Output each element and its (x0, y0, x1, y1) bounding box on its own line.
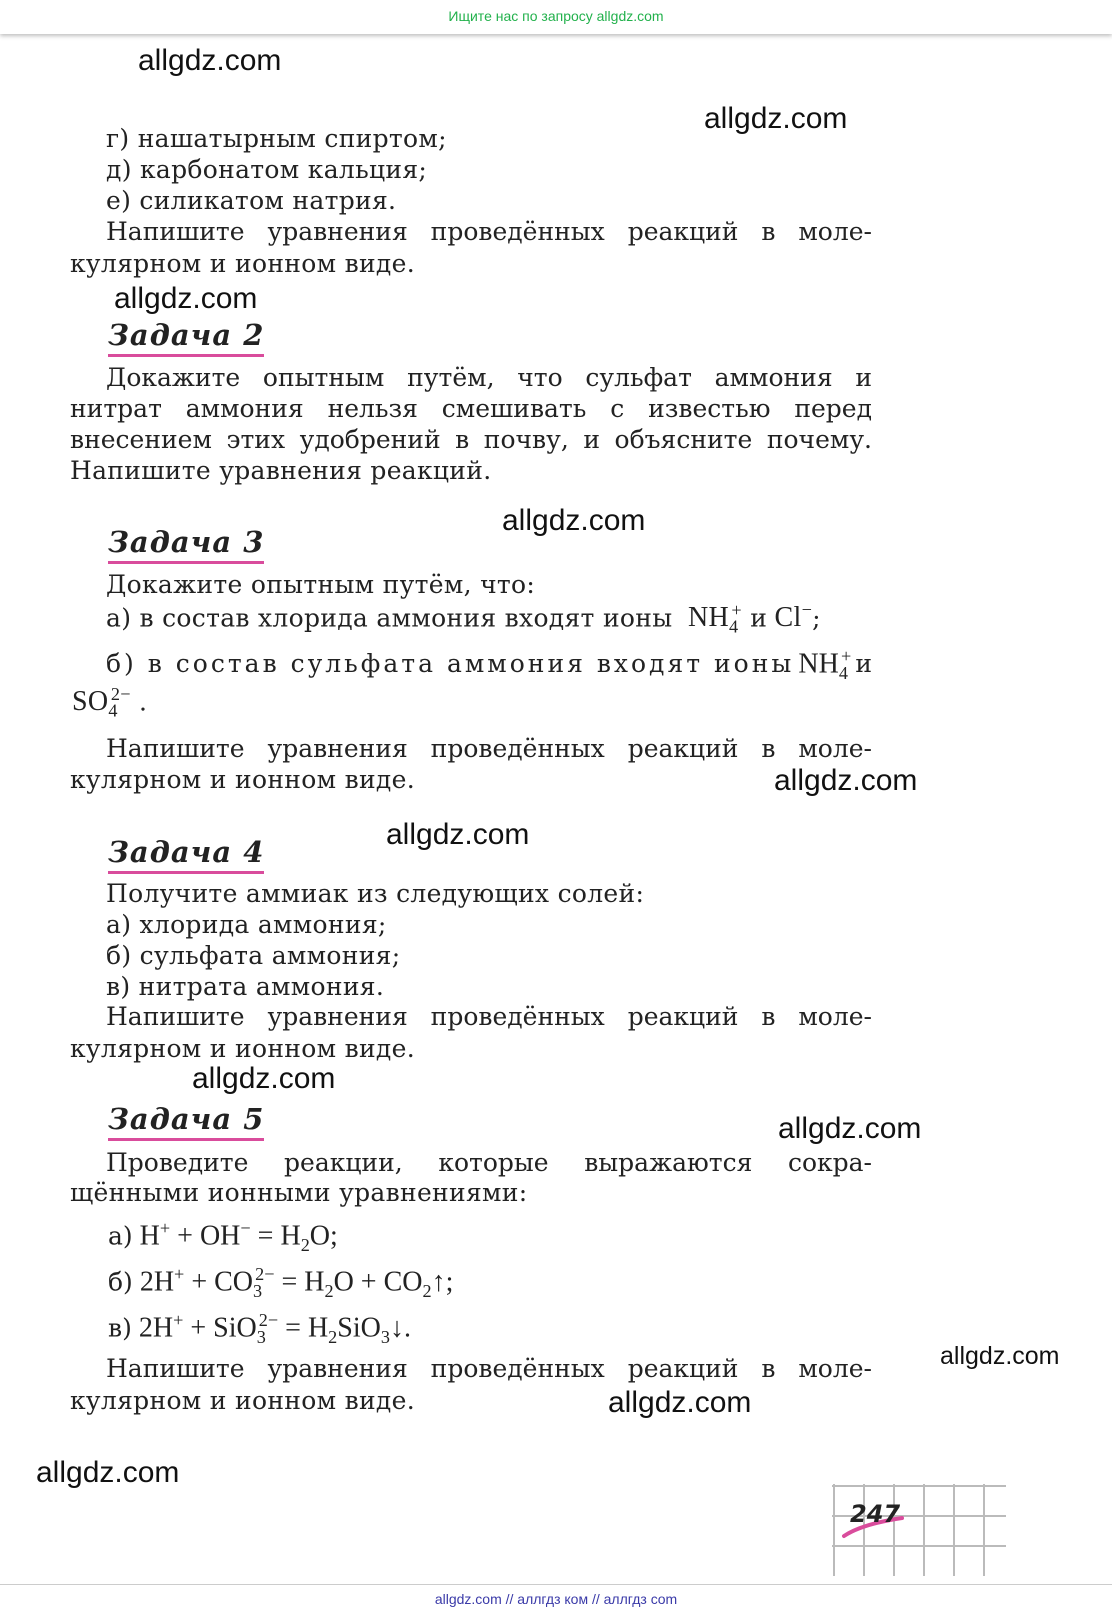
watermark: allgdz.com (36, 1456, 180, 1489)
list-item: в) нитрата аммония. (106, 972, 385, 1001)
task-heading: Задача 5 (108, 1102, 264, 1141)
watermark: allgdz.com (114, 282, 258, 315)
top-banner-text[interactable]: Ищите нас по запросу allgdz.com (448, 8, 664, 24)
paragraph-line: Напишите уравнения реакций. (70, 456, 492, 485)
chloride-ion: Cl− (767, 600, 813, 634)
top-banner (0, 0, 1112, 34)
instruction-text: кулярном и ионном виде. (70, 765, 415, 794)
instruction-text: Напишите уравнения проведённых реакций в моле- (106, 217, 872, 246)
paragraph-line: Докажите опытным путём, что: (106, 570, 536, 599)
instruction-text: Напишите уравнения проведённых реакций в моле- (106, 1002, 872, 1031)
page-number-grid (832, 1484, 1006, 1576)
list-item (106, 646, 872, 684)
equation-a: а) $H^+ + OH^- = H_2O$; (108, 1218, 338, 1255)
instruction-text: кулярном и ионном виде. (70, 249, 415, 278)
watermark: allgdz.com (192, 1062, 336, 1095)
list-item: а) в состав хлорида аммония входят ионы $NH_4^+$ и Cl−; (106, 600, 821, 637)
list-item: б) сульфата аммония; (106, 941, 401, 970)
instruction-text: кулярном и ионном виде. (70, 1386, 415, 1415)
sulfate-ion: $SO_4^{2-}$ . (72, 684, 148, 721)
list-item: д) карбонатом кальция; (106, 155, 428, 184)
list-item: а) хлорида аммония; (106, 910, 387, 939)
paragraph-line: внесением этих удобрений в почву, и объясните почему. (70, 425, 872, 454)
watermark: allgdz.com (138, 44, 282, 77)
task-heading: Задача 4 (108, 835, 264, 874)
task-heading: Задача 2 (108, 318, 264, 357)
list-item-text: б) в состав сульфата аммония входят ионы (106, 649, 795, 679)
paragraph-line: щёнными ионными уравнениями: (70, 1178, 528, 1207)
task-heading: Задача 3 (108, 525, 264, 564)
paragraph-line: нитрат аммония нельзя смешивать с известью перед (70, 394, 872, 423)
paragraph-line: Докажите опытным путём, что сульфат аммония и (106, 363, 872, 392)
paragraph-line: Получите аммиак из следующих солей: (106, 879, 645, 908)
instruction-text: Напишите уравнения проведённых реакций в моле- (106, 1354, 872, 1383)
instruction-text: Напишите уравнения проведённых реакций в моле- (106, 734, 872, 763)
equation-c: в) $2H^+ + SiO_3^{2-} = H_2SiO_3↓$. (108, 1310, 411, 1347)
watermark: allgdz.com (778, 1112, 922, 1145)
grid-icon (832, 1484, 1006, 1576)
conjunction: и (750, 603, 768, 633)
ammonium-ion: $NH_4^+$ (798, 646, 852, 683)
bottom-banner-text[interactable]: allgdz.com // аллгдз ком // аллгдз com (434, 1591, 678, 1607)
page-number: 247 (850, 1500, 901, 1528)
watermark: allgdz.com (608, 1386, 752, 1419)
watermark: allgdz.com (774, 764, 918, 797)
ammonium-ion: $NH_4^+$ (680, 600, 742, 637)
watermark: allgdz.com (940, 1342, 1060, 1370)
equation-b: б) $2H^+ + CO_3^{2-} = H_2O$ + $CO_2↑$; (108, 1264, 454, 1301)
watermark: allgdz.com (704, 102, 848, 135)
instruction-text: кулярном и ионном виде. (70, 1034, 415, 1063)
watermark: allgdz.com (386, 818, 530, 851)
watermark: allgdz.com (502, 504, 646, 537)
conjunction: и (855, 649, 872, 679)
paragraph-line: Проведите реакции, которые выражаются сокра- (106, 1148, 872, 1177)
list-item: г) нашатырным спиртом; (106, 124, 447, 153)
list-item-text: а) в состав хлорида аммония входят ионы (106, 603, 673, 633)
bottom-banner (0, 1584, 1112, 1615)
list-item: е) силикатом натрия. (106, 186, 397, 215)
